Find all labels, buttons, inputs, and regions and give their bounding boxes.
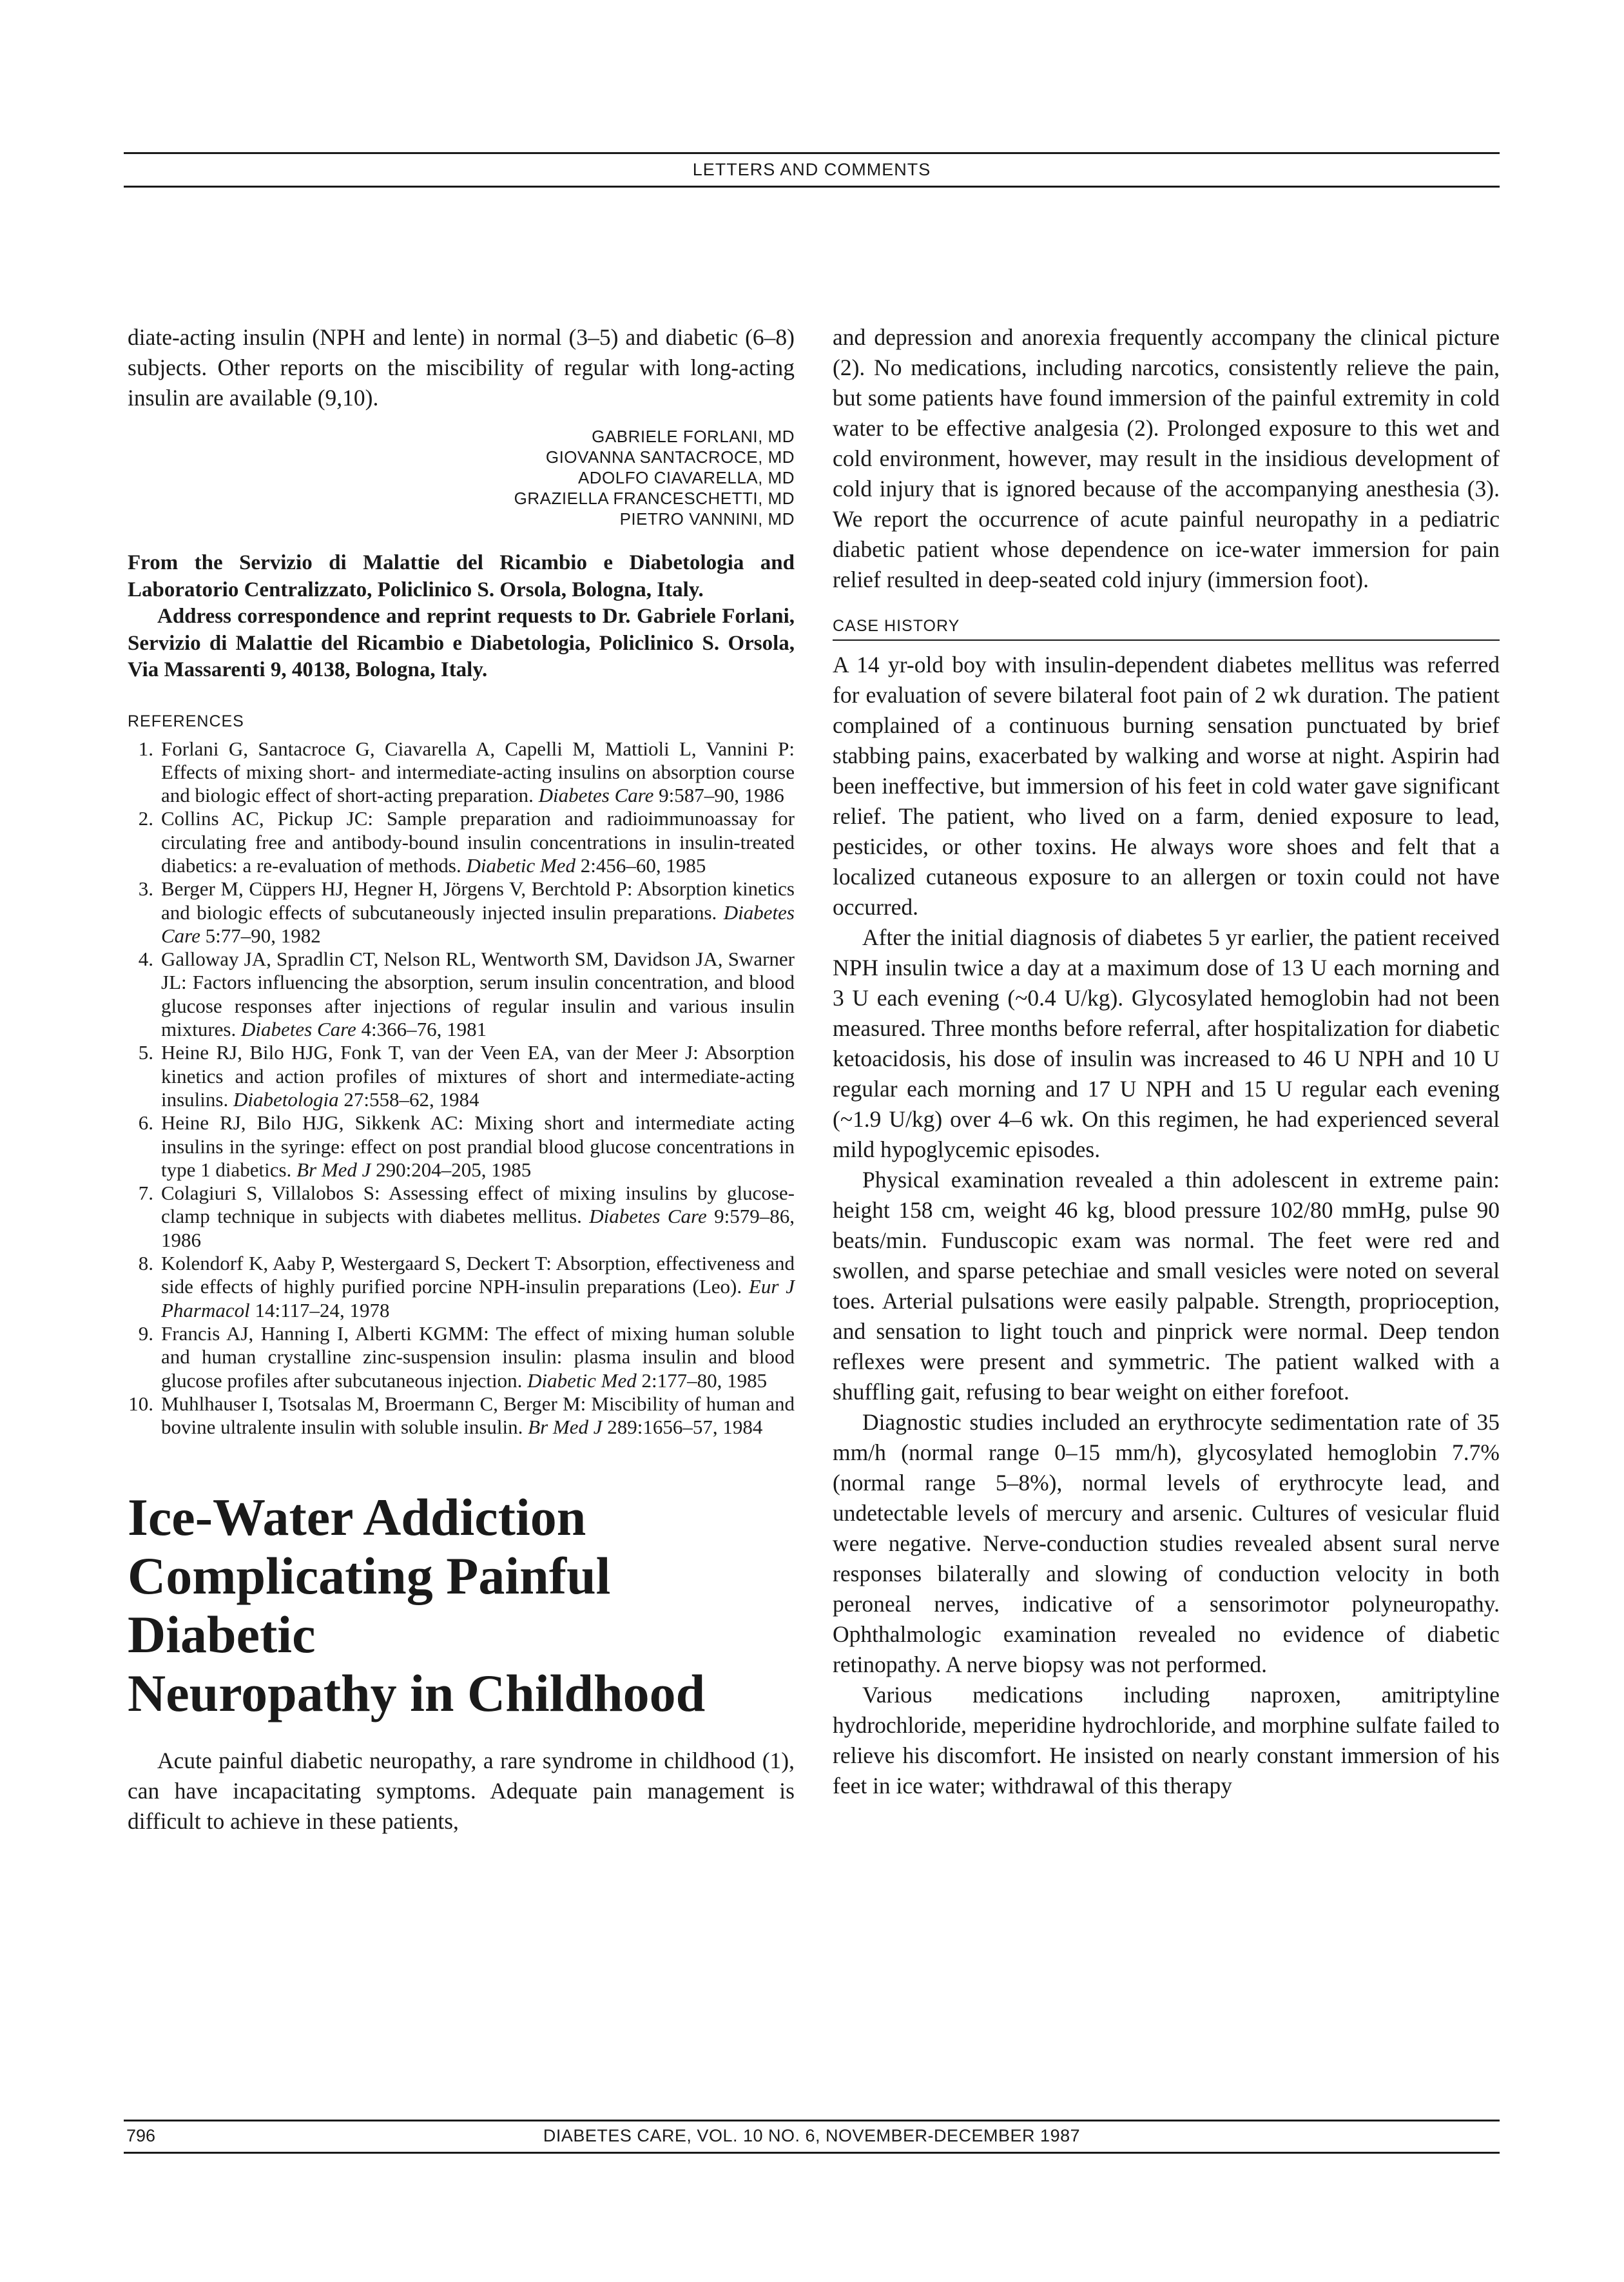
- reference-number: 2.: [138, 807, 153, 830]
- reference-number: 5.: [138, 1041, 153, 1064]
- reference-journal: Diabetes Care: [538, 784, 654, 807]
- header-rule-top: [124, 152, 1500, 154]
- reference-item: [128, 1392, 795, 1439]
- article-title-line: Ice-Water Addiction: [128, 1488, 586, 1547]
- reference-number: 8.: [138, 1252, 153, 1275]
- case-history-heading: CASE HISTORY: [833, 617, 1500, 641]
- references-heading: REFERENCES: [128, 712, 244, 730]
- reference-number: 7.: [138, 1182, 153, 1205]
- reference-text: Muhlhauser I, Tsotsalas M, Broermann C, Berger M: Miscibility of human and bovine ultralente insulin with soluble insulin.: [161, 1392, 795, 1439]
- reference-citation: 290:204–205, 1985: [371, 1158, 532, 1181]
- letter-continuation: diate-acting insulin (NPH and lente) in normal (3–5) and diabetic (6–8) subjects. Other reports on the miscibility of regular with long-acting insulin are available (9,10).: [128, 324, 795, 411]
- reference-item: [128, 807, 795, 877]
- author-signatures: [128, 426, 795, 529]
- case-paragraph: After the initial diagnosis of diabetes 5 yr earlier, the patient received NPH insulin twice a day at a maximum dose of 13 U each morning and 3 U each evening (~0.4 U/kg). Glycosylated hemoglobin had not been measured. Three months before referral, after hospitalization for diabetic ketoacidosis, his dose of insulin was increased to 46 U NPH and 10 U regular each morning and 17 U NPH and 15 U regular each evening (~1.9 U/kg) over 4–6 wk. On this regimen, he had experienced several mild hypoglycemic episodes.: [833, 924, 1500, 1162]
- case-paragraph: Diagnostic studies included an erythrocyte sedimentation rate of 35 mm/h (normal range 0–15 mm/h), glycosylated hemoglobin 7.7% (normal range 5–8%), normal levels of erythrocyte lead, and undetectable levels of mercury and arsenic. Cultures of vesicular fluid were negative. Nerve-conduction studies revealed absent sural nerve responses bilaterally and slowing of conduction velocity in both peroneal nerves, indicative of a sensorimotor polyneuropathy. Ophthalmologic examination revealed no evidence of diabetic retinopathy. A nerve biopsy was not performed.: [833, 1409, 1500, 1677]
- reference-item: [128, 1252, 795, 1322]
- reference-citation: 289:1656–57, 1984: [602, 1416, 763, 1439]
- reference-item: [128, 948, 795, 1041]
- reference-number: 3.: [138, 877, 153, 901]
- reference-number: 6.: [138, 1111, 153, 1135]
- reference-citation: 14:117–24, 1978: [249, 1298, 390, 1321]
- reference-list: [128, 737, 795, 1439]
- article-intro: Acute painful diabetic neuropathy, a rare syndrome in childhood (1), can have incapacitating symptoms. Adequate pain management is difficult to achieve in these patients,: [128, 1748, 795, 1835]
- article-title: [128, 1488, 795, 1722]
- author-name: PIETRO VANNINI, MD: [619, 509, 795, 529]
- reference-item: [128, 1322, 795, 1392]
- reference-text: Heine RJ, Bilo HJG, Sikkenk AC: Mixing short and intermediate acting insulins in the syringe: effect on post prandial blood glucose concentrations in type 1 diabetics.: [161, 1111, 795, 1181]
- affiliation: From the Servizio di Malattie del Ricambio e Diabetologia and Laboratorio Centralizzato, Policlinico S. Orsola, Bologna, Italy.: [128, 551, 795, 601]
- reference-journal: Eur J Pharmacol: [161, 1275, 795, 1321]
- case-paragraph: Various medications including naproxen, amitriptyline hydrochloride, meperidine hydrochloride, and morphine sulfate failed to relieve his discomfort. He insisted on nearly constant immersion of his feet in ice water; withdrawal of this therapy: [833, 1682, 1500, 1799]
- reference-journal: Diabetologia: [233, 1087, 339, 1111]
- reference-citation: 9:579–86, 1986: [161, 1205, 795, 1251]
- reference-journal: Diabetes Care: [161, 901, 795, 947]
- reference-citation: 4:366–76, 1981: [356, 1018, 487, 1041]
- reference-citation: 27:558–62, 1984: [338, 1087, 479, 1111]
- article-title-line: Complicating Painful Diabetic: [128, 1546, 611, 1664]
- journal-citation: DIABETES CARE, VOL. 10 NO. 6, NOVEMBER-DECEMBER 1987: [543, 2126, 1081, 2145]
- reference-journal: Diabetic Med: [466, 853, 576, 877]
- left-column: [128, 322, 795, 1837]
- reference-text: Galloway JA, Spradlin CT, Nelson RL, Wentworth SM, Davidson JA, Swarner JL: Factors influencing the absorption, serum insulin concentration, and blood glucose responses after injections of regular insulin and various insulin mixtures.: [161, 948, 795, 1041]
- intro-continuation: and depression and anorexia frequently accompany the clinical picture (2). No medications, including narcotics, consistently relieve the pain, but some patients have found immersion of the painful extremity in cold water to be effective analgesia (2). Prolonged exposure to this wet and cold environment, however, may result in the insidious development of cold injury that is ignored because of the accompanying anesthesia (3). We report the occurrence of acute painful neuropathy in a pediatric diabetic patient whose dependence on ice-water immersion for pain relief resulted in deep-seated cold injury (immersion foot).: [833, 324, 1500, 592]
- author-name: ADOLFO CIAVARELLA, MD: [577, 468, 795, 487]
- author-affiliation-block: [128, 550, 795, 684]
- reference-number: 10.: [128, 1392, 153, 1415]
- reference-text: Colagiuri S, Villalobos S: Assessing effect of mixing insulins by glucose-clamp technique in subjects with diabetes mellitus.: [161, 1182, 795, 1228]
- article-title-line: Neuropathy in Childhood: [128, 1664, 706, 1723]
- reference-item: [128, 1182, 795, 1252]
- reference-text: Berger M, Cüppers HJ, Hegner H, Jörgens V, Berchtold P: Absorption kinetics and biologic effects of subcutaneously injected insulin preparations.: [161, 877, 795, 924]
- reference-citation: 2:456–60, 1985: [575, 853, 706, 877]
- header-rule-bottom: [124, 186, 1500, 188]
- reference-citation: 2:177–80, 1985: [636, 1369, 768, 1392]
- correspondence-address: Address correspondence and reprint requests to Dr. Gabriele Forlani, Servizio di Malattie del Ricambio e Diabetologia, Policlinico S. Orsola, Via Massarenti 9, 40138, Bologna, Italy.: [128, 605, 795, 681]
- reference-journal: Diabetic Med: [527, 1369, 637, 1392]
- reference-text: Francis AJ, Hanning I, Alberti KGMM: The effect of mixing human soluble and human crystalline zinc-suspension insulin: plasma insulin and blood glucose profiles after subcutaneous injection.: [161, 1321, 795, 1392]
- reference-item: [128, 877, 795, 948]
- reference-text: Collins AC, Pickup JC: Sample preparation and radioimmunoassay for circulating free and antibody-bound insulin concentrations in insulin-treated diabetics: a re-evaluation of methods.: [161, 807, 795, 877]
- footer-rule-bottom: [124, 2152, 1500, 2154]
- reference-item: [128, 1111, 795, 1182]
- reference-number: 9.: [138, 1321, 153, 1345]
- reference-text: Heine RJ, Bilo HJG, Fonk T, van der Veen EA, van der Meer J: Absorption kinetics and action profiles of mixtures of short and intermediate-acting insulins.: [161, 1041, 795, 1111]
- right-column: [833, 322, 1500, 1801]
- reference-text: Forlani G, Santacroce G, Ciavarella A, Capelli M, Mattioli L, Vannini P: Effects of mixing short- and intermediate-acting insulins on absorption course and biologic effect of short-acting preparation.: [161, 737, 795, 807]
- author-name: GABRIELE FORLANI, MD: [592, 427, 795, 446]
- author-name: GRAZIELLA FRANCESCHETTI, MD: [514, 489, 795, 508]
- reference-citation: 9:587–90, 1986: [653, 784, 784, 807]
- reference-journal: Diabetes Care: [589, 1205, 707, 1228]
- reference-item: [128, 737, 795, 808]
- case-paragraph: Physical examination revealed a thin adolescent in extreme pain: height 158 cm, weight 46 kg, blood pressure 102/80 mmHg, pulse 90 beats/min. Funduscopic exam was normal. The feet were red and swollen, and sparse petechiae and small vesicles were noted on several toes. Arterial pulsations were easily palpable. Strength, proprioception, and sensation to light touch and pinprick were normal. Deep tendon reflexes were present and symmetric. The patient walked with a shuffling gait, refusing to bear weight on either forefoot.: [833, 1167, 1500, 1405]
- reference-number: 1.: [138, 737, 153, 760]
- reference-journal: Br Med J: [528, 1416, 603, 1439]
- case-paragraph: A 14 yr-old boy with insulin-dependent diabetes mellitus was referred for evaluation of severe bilateral foot pain of 2 wk duration. The patient complained of a continuous burning sensation punctuated by brief stabbing pains, exacerbated by walking and worse at night. Aspirin had been ineffective, but immersion of his feet in cold water gave significant relief. The patient, who lived on a farm, denied exposure to lead, pesticides, or other toxins. He always wore shoes and felt that a localized cutaneous exposure to an allergen or toxin could not have occurred.: [833, 652, 1500, 920]
- reference-journal: Br Med J: [296, 1158, 371, 1181]
- running-header: LETTERS AND COMMENTS: [692, 160, 931, 179]
- reference-journal: Diabetes Care: [241, 1018, 356, 1041]
- footer-rule-top: [124, 2120, 1500, 2121]
- reference-number: 4.: [138, 948, 153, 971]
- reference-citation: 5:77–90, 1982: [200, 924, 321, 947]
- author-name: GIOVANNA SANTACROCE, MD: [545, 447, 795, 467]
- reference-item: [128, 1041, 795, 1111]
- reference-text: Kolendorf K, Aaby P, Westergaard S, Deckert T: Absorption, effectiveness and side effects of highly purified porcine NPH-insulin preparations (Leo).: [161, 1252, 795, 1298]
- page-number: 796: [126, 2126, 156, 2145]
